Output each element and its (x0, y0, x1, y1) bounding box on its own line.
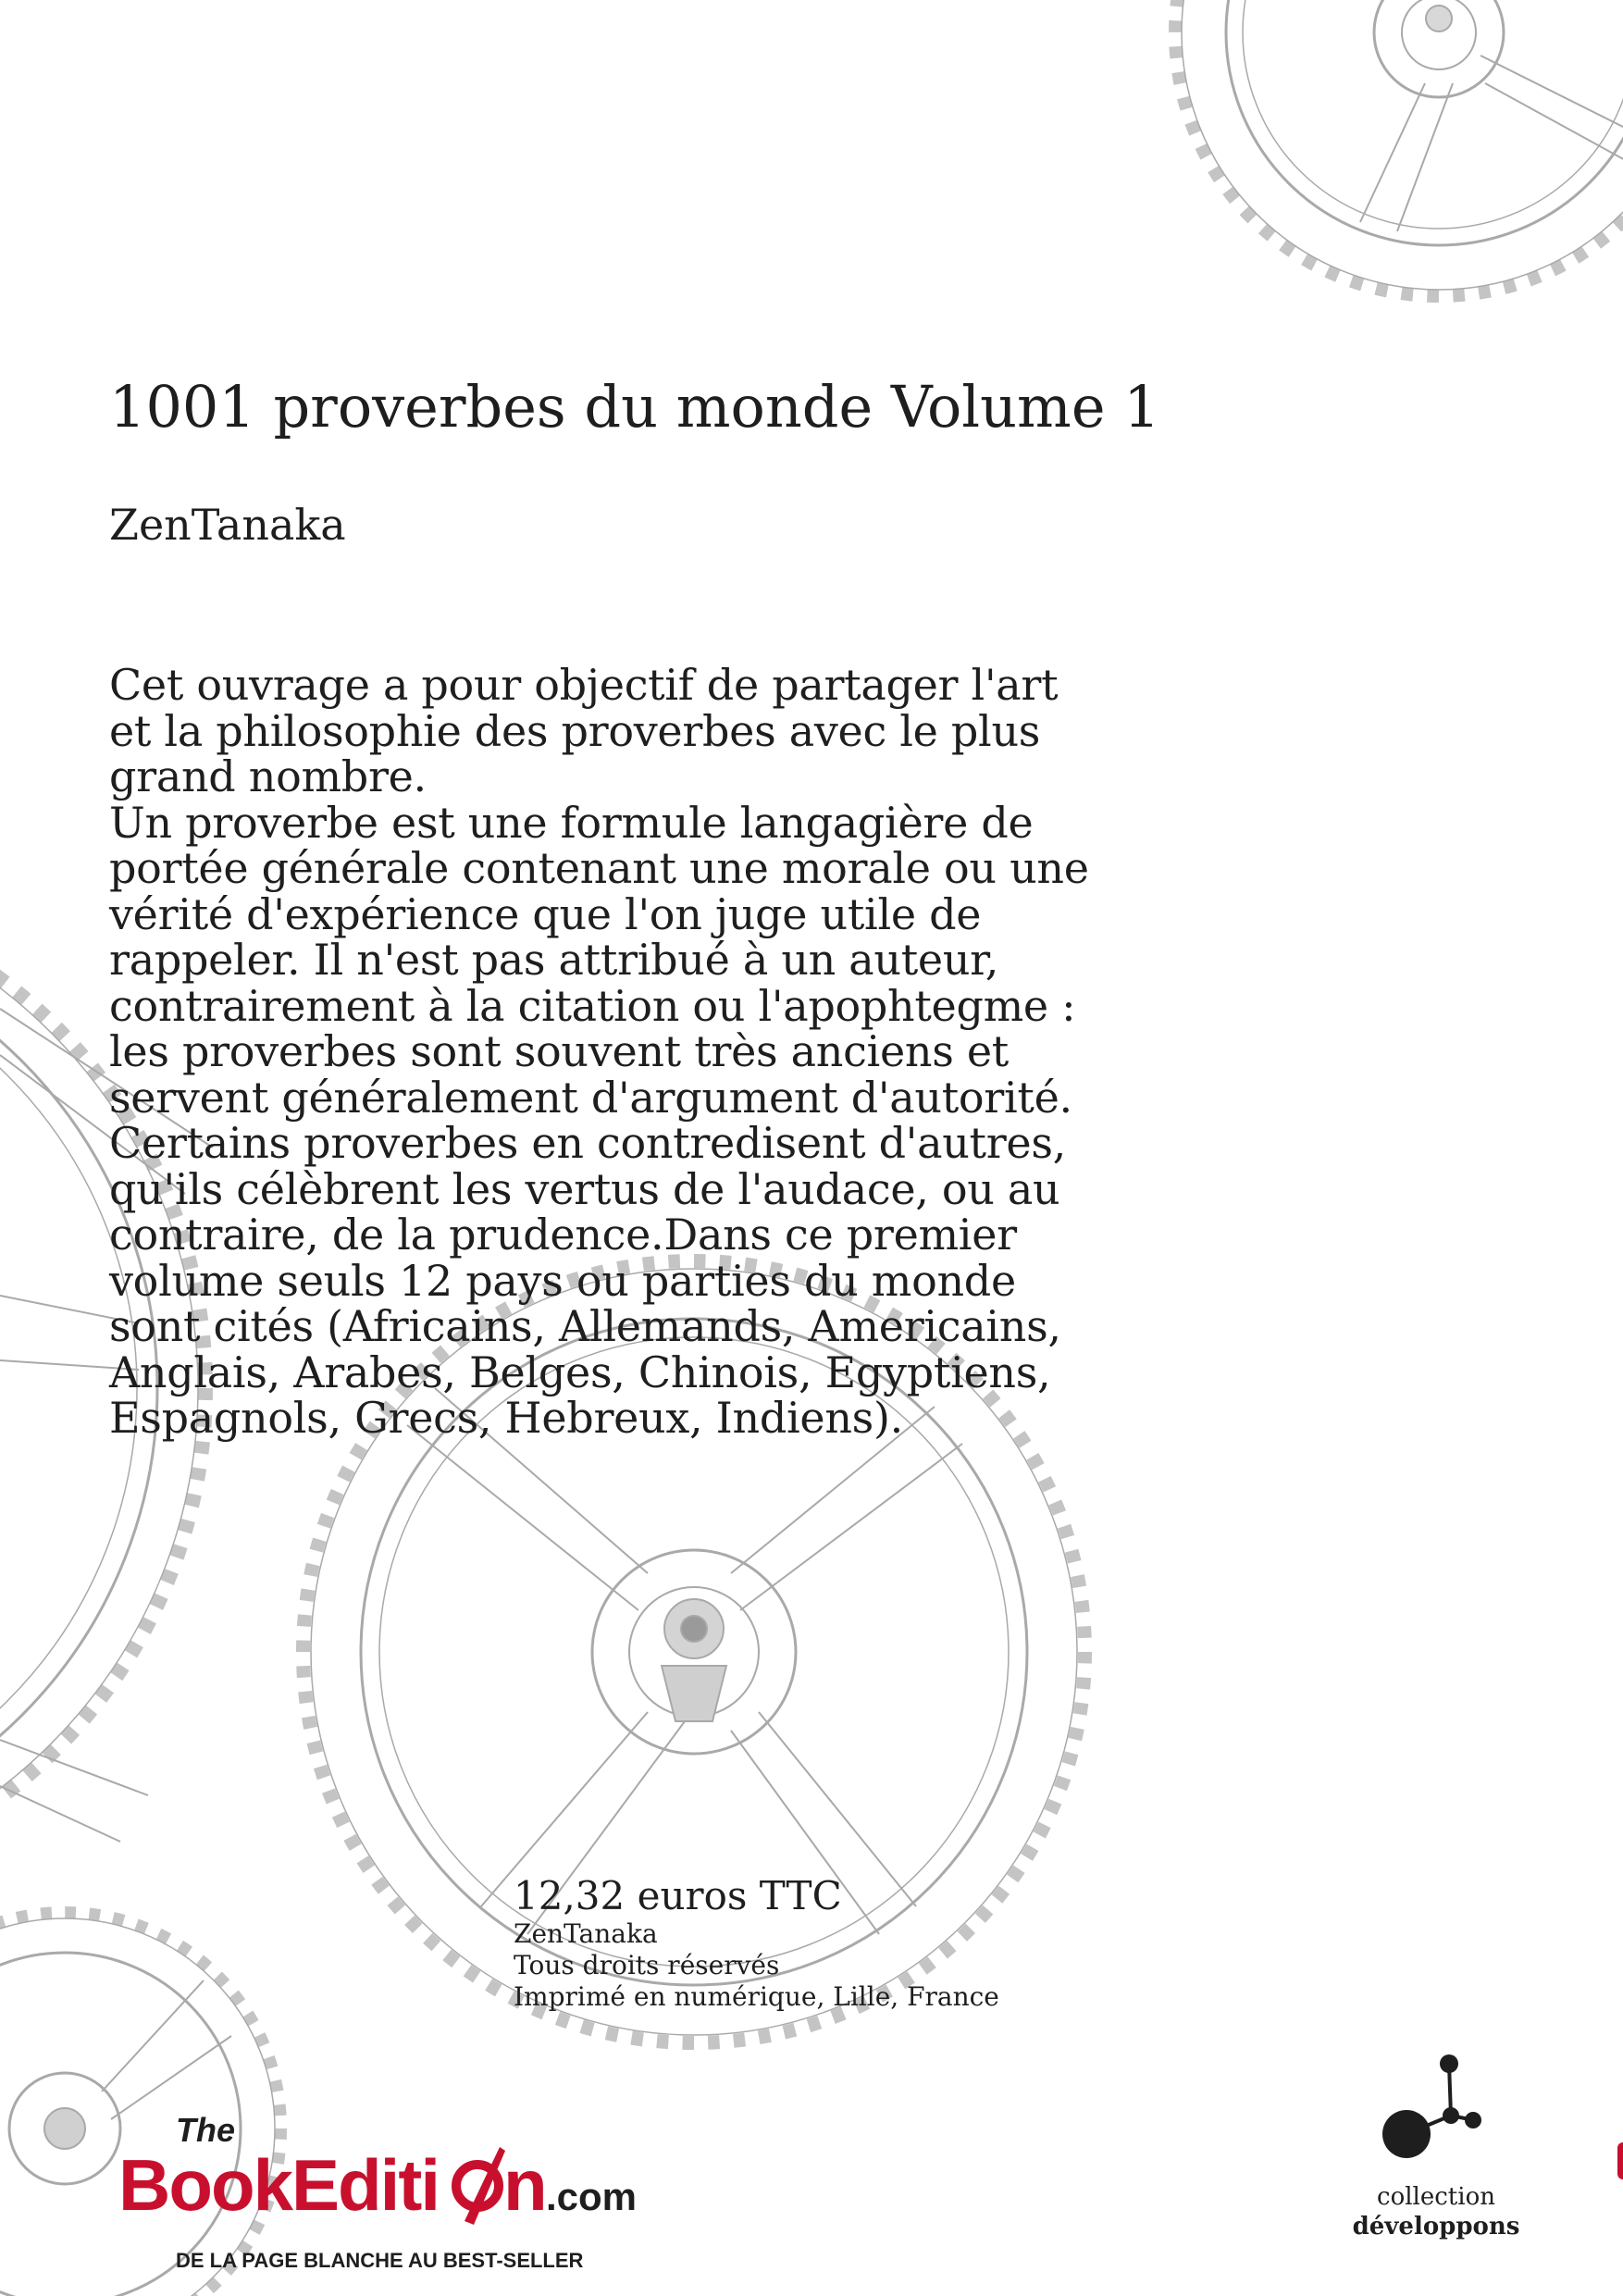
collection-name: développons (1352, 2213, 1520, 2240)
blurb-line: qu'ils célèbrent les vertus de l'audace, ou au (109, 1163, 1060, 1214)
colophon (514, 1874, 999, 2013)
top-right-gear (1175, 0, 1623, 296)
blurb-line: portée générale contenant une morale ou une (109, 843, 1089, 893)
blurb-line: volume seuls 12 pays ou parties du monde (109, 1255, 1016, 1306)
blurb-line: et la philosophie des proverbes avec le plus (109, 705, 1041, 756)
blurb-line: les proverbes sont souvent très anciens et (109, 1026, 1009, 1076)
blurb-line: servent généralement d'argument d'autorité. (109, 1072, 1072, 1123)
edge-mark (1617, 2142, 1623, 2179)
price: 12,32 euros TTC (514, 1873, 842, 1918)
blurb-line: Un proverbe est une formule langagière de (109, 797, 1034, 848)
book-title: 1001 proverbes du monde Volume 1 (109, 373, 1160, 441)
print-notice: Imprimé en numérique, Lille, France (514, 1981, 999, 2013)
logo-book-text: BookEditi (118, 2144, 439, 2226)
blurb-line: vérité d'expérience que l'on juge utile de (109, 888, 982, 939)
logo-tagline: DE LA PAGE BLANCHE AU BEST-SELLER (176, 2249, 584, 2272)
blurb-line: Espagnols, Grecs, Hebreux, Indiens). (109, 1393, 903, 1443)
blurb-line: Certains proverbes en contredisent d'autres, (109, 1118, 1066, 1168)
blurb-line: Anglais, Arabes, Belges, Chinois, Egyptiens, (109, 1347, 1051, 1397)
blurb-line: grand nombre. (109, 751, 427, 801)
blurb-line: Cet ouvrage a pour objectif de partager l'art (109, 660, 1059, 710)
logo-the-text: The (176, 2111, 236, 2149)
back-cover-blurb (109, 660, 1220, 1443)
collection-label: collection (1377, 2183, 1495, 2211)
blurb-line: contraire, de la prudence.Dans ce premier (109, 1210, 1017, 1260)
logo-domain-text: .com (546, 2175, 638, 2218)
blurb-line: sont cités (Africains, Allemands, Americains, (109, 1301, 1061, 1351)
molecule-icon (1382, 2054, 1481, 2158)
pen-nib-icon (456, 2147, 505, 2225)
blurb-line: rappeler. Il n'est pas attribué à un auteur, (109, 935, 999, 985)
blurb-line: contrairement à la citation ou l'apophtegme : (109, 980, 1076, 1031)
bookedition-logo (111, 2101, 648, 2286)
publisher-name: ZenTanaka (514, 1918, 658, 1950)
logo-on-text: n (503, 2144, 548, 2226)
book-author: ZenTanaka (109, 500, 346, 550)
collection-logo (1342, 2045, 1555, 2267)
rights-notice: Tous droits réservés (514, 1950, 780, 1981)
